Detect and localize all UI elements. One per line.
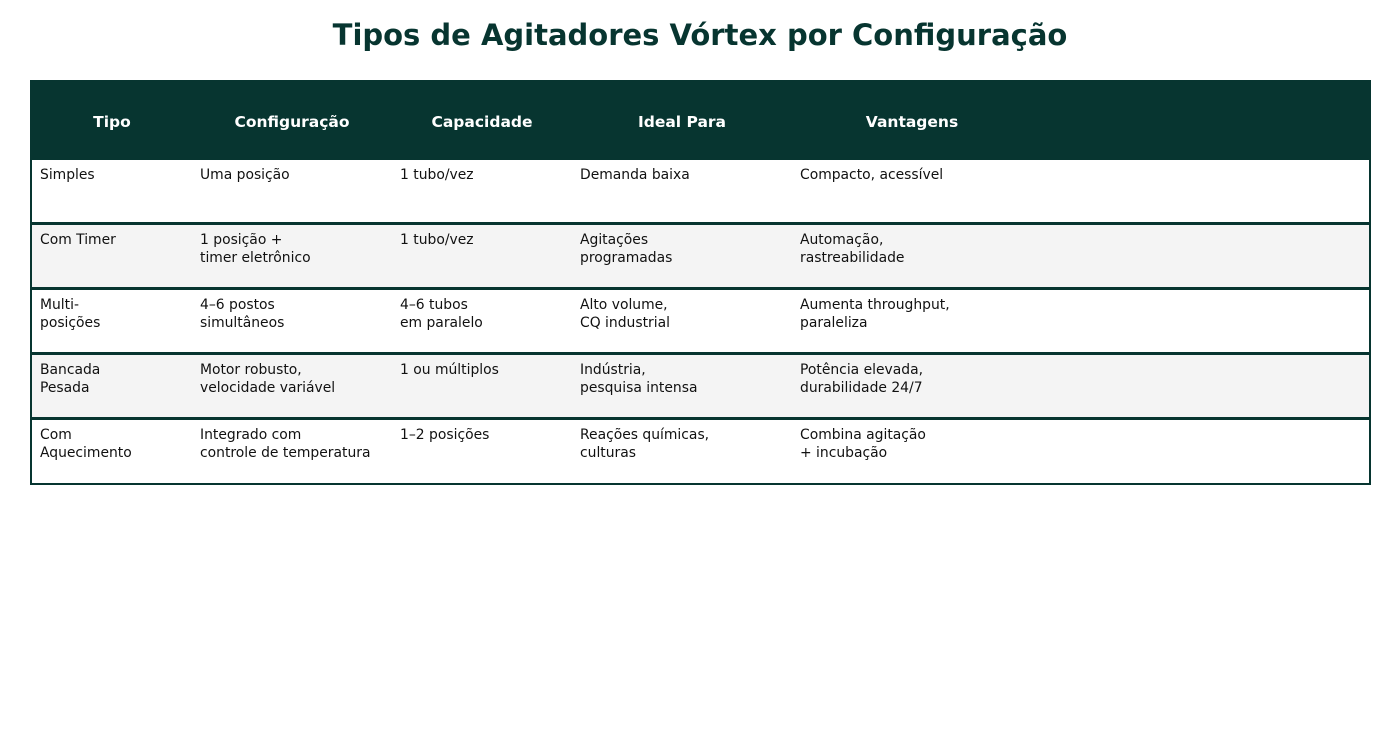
table-cell: Reações químicas, culturas xyxy=(580,427,710,461)
table-cell: Demanda baixa xyxy=(580,167,690,183)
table-cell: Multi- posições xyxy=(40,297,101,331)
table-cell: 1 tubo/vez xyxy=(400,232,474,248)
table-row xyxy=(30,420,1371,485)
table-row xyxy=(30,160,1371,225)
table-cell: Compacto, acessível xyxy=(800,167,944,183)
table-row xyxy=(30,225,1371,290)
table-cell: Integrado com controle de temperatura xyxy=(200,427,371,461)
table-cell: Uma posição xyxy=(200,167,290,183)
table-cell: Alto volume, CQ industrial xyxy=(580,297,670,331)
chart-title: Tipos de Agitadores Vórtex por Configuração xyxy=(332,18,1068,52)
table-cell: 4–6 postos simultâneos xyxy=(200,297,285,331)
table-cell: Com Aquecimento xyxy=(40,427,132,461)
table-cell: 1–2 posições xyxy=(400,427,490,443)
table-cell: Aumenta throughput, paraleliza xyxy=(800,297,950,331)
table-cell: Agitações programadas xyxy=(580,232,673,266)
table-cell: Motor robusto, velocidade variável xyxy=(200,362,336,396)
column-header: Configuração xyxy=(234,113,350,131)
data-table xyxy=(30,80,1371,485)
table-row xyxy=(30,355,1371,420)
table-header xyxy=(30,80,1371,160)
table-cell: Combina agitação + incubação xyxy=(800,427,926,461)
table-cell: Bancada Pesada xyxy=(40,362,101,396)
table-cell: 1 posição + timer eletrônico xyxy=(200,232,311,266)
column-header: Capacidade xyxy=(431,113,533,131)
table-cell: 1 ou múltiplos xyxy=(400,362,499,378)
column-header: Vantagens xyxy=(865,113,959,131)
column-header: Ideal Para xyxy=(637,113,727,131)
table-cell: Com Timer xyxy=(40,232,116,248)
table-cell: 1 tubo/vez xyxy=(400,167,474,183)
table-row xyxy=(30,290,1371,355)
table-cell: Automação, rastreabilidade xyxy=(800,232,905,266)
table-cell: Potência elevada, durabilidade 24/7 xyxy=(800,362,924,396)
table-cell: Simples xyxy=(40,167,95,183)
table-cell: 4–6 tubos em paralelo xyxy=(400,297,483,331)
column-header: Tipo xyxy=(93,113,131,131)
table-cell: Indústria, pesquisa intensa xyxy=(580,362,698,396)
